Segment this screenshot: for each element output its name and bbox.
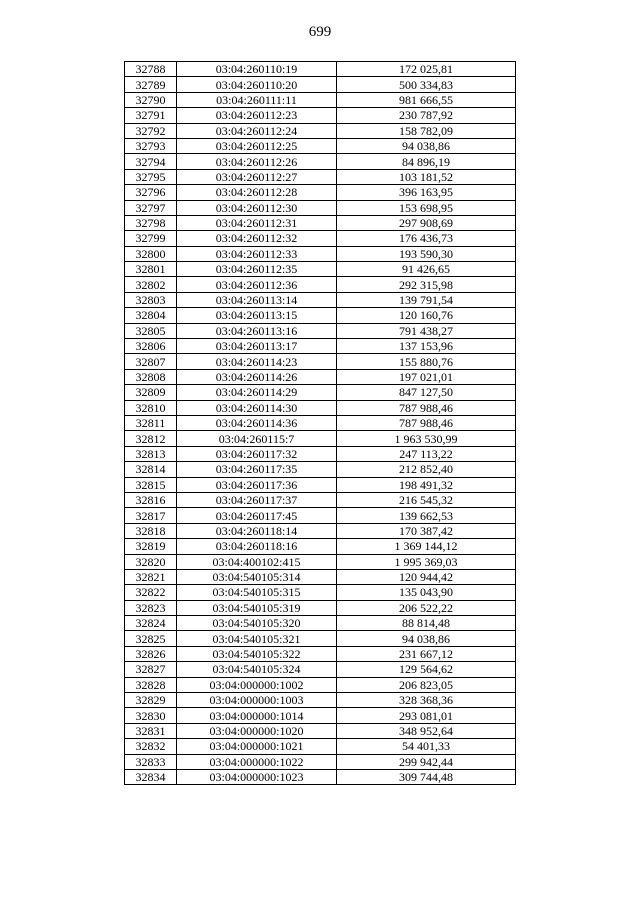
cadastral-number-cell: 03:04:000000:1002 [177, 677, 337, 692]
cadastral-value-cell: 139 791,54 [337, 292, 516, 307]
table-row [125, 262, 516, 277]
cadastral-value-cell: 216 545,32 [337, 492, 516, 507]
table-row [125, 77, 516, 92]
cadastral-value-cell: 158 782,09 [337, 123, 516, 138]
cadastral-value-cell: 1 369 144,12 [337, 539, 516, 554]
row-number-cell: 32802 [125, 277, 177, 292]
table-row [125, 693, 516, 708]
row-number-cell: 32789 [125, 77, 177, 92]
cadastral-number-cell: 03:04:260115:7 [177, 431, 337, 446]
table-row [125, 308, 516, 323]
cadastral-value-cell: 231 667,12 [337, 646, 516, 661]
cadastral-value-cell: 981 666,55 [337, 92, 516, 107]
cadastral-number-cell: 03:04:260117:45 [177, 508, 337, 523]
cadastral-number-cell: 03:04:260112:33 [177, 246, 337, 261]
cadastral-number-cell: 03:04:540105:319 [177, 600, 337, 615]
table-row [125, 723, 516, 738]
row-number-cell: 32794 [125, 154, 177, 169]
table-row [125, 200, 516, 215]
cadastral-number-cell: 03:04:260114:30 [177, 400, 337, 415]
table-row [125, 169, 516, 184]
cadastral-value-cell: 129 564,62 [337, 662, 516, 677]
table-row [125, 446, 516, 461]
table-row [125, 616, 516, 631]
cadastral-number-cell: 03:04:000000:1021 [177, 739, 337, 754]
table-row [125, 677, 516, 692]
row-number-cell: 32814 [125, 462, 177, 477]
table-row [125, 385, 516, 400]
cadastral-number-cell: 03:04:260114:26 [177, 369, 337, 384]
cadastral-number-cell: 03:04:260114:29 [177, 385, 337, 400]
row-number-cell: 32813 [125, 446, 177, 461]
cadastral-number-cell: 03:04:260112:26 [177, 154, 337, 169]
row-number-cell: 32830 [125, 708, 177, 723]
cadastral-value-cell: 153 698,95 [337, 200, 516, 215]
table-row [125, 462, 516, 477]
row-number-cell: 32807 [125, 354, 177, 369]
cadastral-value-cell: 212 852,40 [337, 462, 516, 477]
row-number-cell: 32800 [125, 246, 177, 261]
table-body [125, 62, 516, 785]
row-number-cell: 32834 [125, 769, 177, 784]
table-row [125, 477, 516, 492]
table-row [125, 92, 516, 107]
cadastral-value-cell: 297 908,69 [337, 215, 516, 230]
cadastral-number-cell: 03:04:260114:23 [177, 354, 337, 369]
cadastral-number-cell: 03:04:260114:36 [177, 415, 337, 430]
table-row [125, 492, 516, 507]
cadastral-value-cell: 120 160,76 [337, 308, 516, 323]
row-number-cell: 32827 [125, 662, 177, 677]
cadastral-value-cell: 197 021,01 [337, 369, 516, 384]
cadastral-number-cell: 03:04:260117:37 [177, 492, 337, 507]
row-number-cell: 32796 [125, 185, 177, 200]
table-row [125, 215, 516, 230]
row-number-cell: 32820 [125, 554, 177, 569]
cadastral-value-cell: 293 081,01 [337, 708, 516, 723]
row-number-cell: 32831 [125, 723, 177, 738]
cadastral-value-cell: 787 988,46 [337, 400, 516, 415]
table-row [125, 292, 516, 307]
table-row [125, 323, 516, 338]
row-number-cell: 32822 [125, 585, 177, 600]
cadastral-number-cell: 03:04:260110:19 [177, 62, 337, 77]
cadastral-value-cell: 139 662,53 [337, 508, 516, 523]
row-number-cell: 32804 [125, 308, 177, 323]
row-number-cell: 32818 [125, 523, 177, 538]
table-row [125, 123, 516, 138]
table-row [125, 339, 516, 354]
row-number-cell: 32824 [125, 616, 177, 631]
cadastral-value-cell: 198 491,32 [337, 477, 516, 492]
table-row [125, 154, 516, 169]
table-row [125, 523, 516, 538]
cadastral-value-cell: 847 127,50 [337, 385, 516, 400]
row-number-cell: 32816 [125, 492, 177, 507]
cadastral-number-cell: 03:04:260112:35 [177, 262, 337, 277]
page-number: 699 [308, 24, 332, 40]
table-row [125, 400, 516, 415]
cadastral-value-cell: 94 038,86 [337, 138, 516, 153]
table-row [125, 585, 516, 600]
cadastral-number-cell: 03:04:540105:321 [177, 631, 337, 646]
row-number-cell: 32805 [125, 323, 177, 338]
row-number-cell: 32801 [125, 262, 177, 277]
cadastral-value-cell: 135 043,90 [337, 585, 516, 600]
cadastral-value-cell: 328 368,36 [337, 693, 516, 708]
table-row [125, 369, 516, 384]
table-row [125, 354, 516, 369]
row-number-cell: 32819 [125, 539, 177, 554]
table-row [125, 108, 516, 123]
cadastral-value-cell: 155 880,76 [337, 354, 516, 369]
cadastral-value-cell: 396 163,95 [337, 185, 516, 200]
cadastral-number-cell: 03:04:260111:11 [177, 92, 337, 107]
cadastral-number-cell: 03:04:540105:324 [177, 662, 337, 677]
cadastral-value-cell: 88 814,48 [337, 616, 516, 631]
cadastral-value-cell: 170 387,42 [337, 523, 516, 538]
table-row [125, 631, 516, 646]
cadastral-number-cell: 03:04:260113:15 [177, 308, 337, 323]
cadastral-value-cell: 247 113,22 [337, 446, 516, 461]
cadastral-value-cell: 500 334,83 [337, 77, 516, 92]
table-row [125, 231, 516, 246]
row-number-cell: 32821 [125, 569, 177, 584]
row-number-cell: 32793 [125, 138, 177, 153]
table-row [125, 600, 516, 615]
cadastral-value-cell: 176 436,73 [337, 231, 516, 246]
cadastral-value-cell: 791 438,27 [337, 323, 516, 338]
table-row [125, 769, 516, 784]
cadastral-number-cell: 03:04:260117:36 [177, 477, 337, 492]
cadastral-number-cell: 03:04:260112:24 [177, 123, 337, 138]
row-number-cell: 32806 [125, 339, 177, 354]
cadastral-number-cell: 03:04:260112:36 [177, 277, 337, 292]
cadastral-number-cell: 03:04:260112:25 [177, 138, 337, 153]
table-row [125, 138, 516, 153]
cadastral-value-cell: 193 590,30 [337, 246, 516, 261]
cadastral-number-cell: 03:04:400102:415 [177, 554, 337, 569]
cadastral-value-cell: 91 426,65 [337, 262, 516, 277]
cadastral-number-cell: 03:04:000000:1022 [177, 754, 337, 769]
row-number-cell: 32788 [125, 62, 177, 77]
row-number-cell: 32832 [125, 739, 177, 754]
row-number-cell: 32826 [125, 646, 177, 661]
cadastral-number-cell: 03:04:540105:314 [177, 569, 337, 584]
table-row [125, 277, 516, 292]
cadastral-number-cell: 03:04:260118:16 [177, 539, 337, 554]
row-number-cell: 32809 [125, 385, 177, 400]
cadastral-value-cell: 309 744,48 [337, 769, 516, 784]
row-number-cell: 32790 [125, 92, 177, 107]
cadastral-value-table [124, 61, 516, 785]
table-row [125, 539, 516, 554]
cadastral-value-cell: 137 153,96 [337, 339, 516, 354]
table-row [125, 246, 516, 261]
cadastral-number-cell: 03:04:260118:14 [177, 523, 337, 538]
row-number-cell: 32791 [125, 108, 177, 123]
table-row [125, 662, 516, 677]
cadastral-number-cell: 03:04:260112:28 [177, 185, 337, 200]
table-row [125, 754, 516, 769]
cadastral-value-cell: 787 988,46 [337, 415, 516, 430]
row-number-cell: 32833 [125, 754, 177, 769]
row-number-cell: 32808 [125, 369, 177, 384]
row-number-cell: 32803 [125, 292, 177, 307]
cadastral-value-cell: 172 025,81 [337, 62, 516, 77]
cadastral-number-cell: 03:04:260113:17 [177, 339, 337, 354]
table-row [125, 554, 516, 569]
cadastral-value-cell: 1 963 530,99 [337, 431, 516, 446]
row-number-cell: 32825 [125, 631, 177, 646]
row-number-cell: 32795 [125, 169, 177, 184]
cadastral-value-cell: 84 896,19 [337, 154, 516, 169]
cadastral-value-cell: 120 944,42 [337, 569, 516, 584]
row-number-cell: 32823 [125, 600, 177, 615]
cadastral-value-cell: 348 952,64 [337, 723, 516, 738]
table-row [125, 569, 516, 584]
row-number-cell: 32815 [125, 477, 177, 492]
cadastral-value-cell: 54 401,33 [337, 739, 516, 754]
cadastral-number-cell: 03:04:260110:20 [177, 77, 337, 92]
cadastral-value-cell: 292 315,98 [337, 277, 516, 292]
table-row [125, 708, 516, 723]
cadastral-value-cell: 1 995 369,03 [337, 554, 516, 569]
cadastral-value-cell: 206 823,05 [337, 677, 516, 692]
cadastral-number-cell: 03:04:000000:1023 [177, 769, 337, 784]
cadastral-number-cell: 03:04:540105:315 [177, 585, 337, 600]
row-number-cell: 32817 [125, 508, 177, 523]
row-number-cell: 32797 [125, 200, 177, 215]
row-number-cell: 32792 [125, 123, 177, 138]
cadastral-number-cell: 03:04:260112:31 [177, 215, 337, 230]
table-row [125, 508, 516, 523]
cadastral-value-cell: 103 181,52 [337, 169, 516, 184]
row-number-cell: 32828 [125, 677, 177, 692]
table-row [125, 415, 516, 430]
cadastral-number-cell: 03:04:260112:23 [177, 108, 337, 123]
cadastral-number-cell: 03:04:260112:27 [177, 169, 337, 184]
cadastral-number-cell: 03:04:540105:322 [177, 646, 337, 661]
cadastral-number-cell: 03:04:260113:14 [177, 292, 337, 307]
row-number-cell: 32812 [125, 431, 177, 446]
cadastral-value-cell: 299 942,44 [337, 754, 516, 769]
cadastral-number-cell: 03:04:260113:16 [177, 323, 337, 338]
cadastral-value-cell: 206 522,22 [337, 600, 516, 615]
row-number-cell: 32799 [125, 231, 177, 246]
cadastral-number-cell: 03:04:000000:1020 [177, 723, 337, 738]
cadastral-number-cell: 03:04:540105:320 [177, 616, 337, 631]
table-row [125, 431, 516, 446]
cadastral-number-cell: 03:04:260117:35 [177, 462, 337, 477]
cadastral-value-cell: 94 038,86 [337, 631, 516, 646]
row-number-cell: 32811 [125, 415, 177, 430]
cadastral-number-cell: 03:04:260117:32 [177, 446, 337, 461]
row-number-cell: 32829 [125, 693, 177, 708]
cadastral-number-cell: 03:04:260112:32 [177, 231, 337, 246]
table-row [125, 62, 516, 77]
cadastral-number-cell: 03:04:260112:30 [177, 200, 337, 215]
table-row [125, 185, 516, 200]
table-row [125, 739, 516, 754]
row-number-cell: 32810 [125, 400, 177, 415]
cadastral-number-cell: 03:04:000000:1014 [177, 708, 337, 723]
cadastral-value-cell: 230 787,92 [337, 108, 516, 123]
cadastral-number-cell: 03:04:000000:1003 [177, 693, 337, 708]
table-row [125, 646, 516, 661]
row-number-cell: 32798 [125, 215, 177, 230]
